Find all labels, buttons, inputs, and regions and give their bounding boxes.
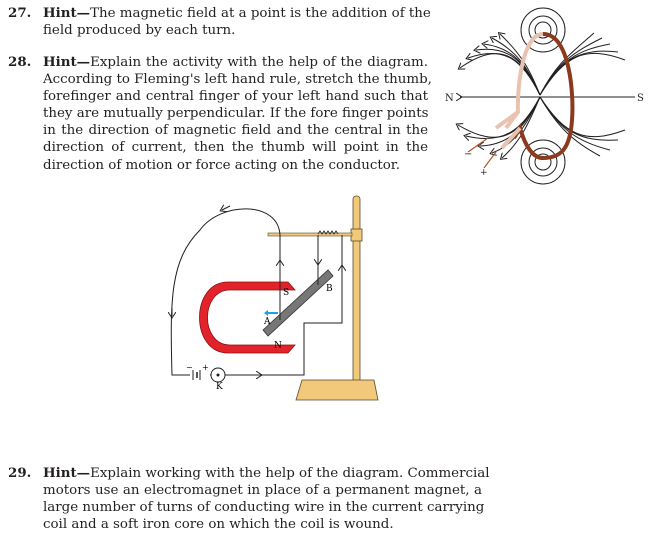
text-line: Explain working with the help of the diagram. Commercial xyxy=(90,466,490,481)
hint-label: Hint— xyxy=(43,5,91,21)
minus-label: − xyxy=(464,149,473,160)
text-line: According to Fleming's left hand rule, stretch the thumb, xyxy=(43,72,432,88)
question-body xyxy=(43,465,490,533)
plus-label: + xyxy=(480,168,488,178)
north-label: N xyxy=(445,93,454,104)
text-line: The magnetic field at a point is the addition of the xyxy=(90,6,431,21)
end-b-label: B xyxy=(326,284,333,294)
end-a-label: A xyxy=(264,317,271,327)
key-label: K xyxy=(216,382,223,392)
text-line: forefinger and central finger of your left hand such that xyxy=(43,89,428,105)
hint-label: Hint— xyxy=(43,465,91,481)
text-line: motors use an electromagnet in place of a permanent magnet, a xyxy=(43,483,482,499)
question-number: 29. xyxy=(8,465,32,481)
text-line: direction of motion or force acting on the conductor. xyxy=(43,157,400,173)
battery-minus-label: − xyxy=(186,363,193,372)
text-line: Explain the activity with the help of the diagram. xyxy=(90,55,428,70)
text-line: field produced by each turn. xyxy=(43,23,236,39)
question-body xyxy=(43,5,431,39)
question-body xyxy=(43,54,432,174)
question-number: 28. xyxy=(8,54,32,70)
text-line: they are mutually perpendicular. If the fore finger points xyxy=(43,106,429,122)
text-line: direction of current, then the thumb will point in the xyxy=(43,140,428,156)
south-pole-label: S xyxy=(283,288,290,298)
text-line: large number of turns of conducting wire in the current carrying xyxy=(43,500,485,516)
north-pole-label: N xyxy=(274,341,282,351)
force-apparatus-figure xyxy=(160,190,390,410)
south-label: S xyxy=(637,93,644,104)
battery-plus-label: + xyxy=(202,363,209,372)
loop-field-figure xyxy=(440,0,657,190)
text-line: coil and a soft iron core on which the coil is wound. xyxy=(43,517,394,533)
hint-label: Hint— xyxy=(43,54,91,70)
text-line: in the direction of magnetic field and the central in the xyxy=(43,123,428,139)
question-number: 27. xyxy=(8,5,32,21)
